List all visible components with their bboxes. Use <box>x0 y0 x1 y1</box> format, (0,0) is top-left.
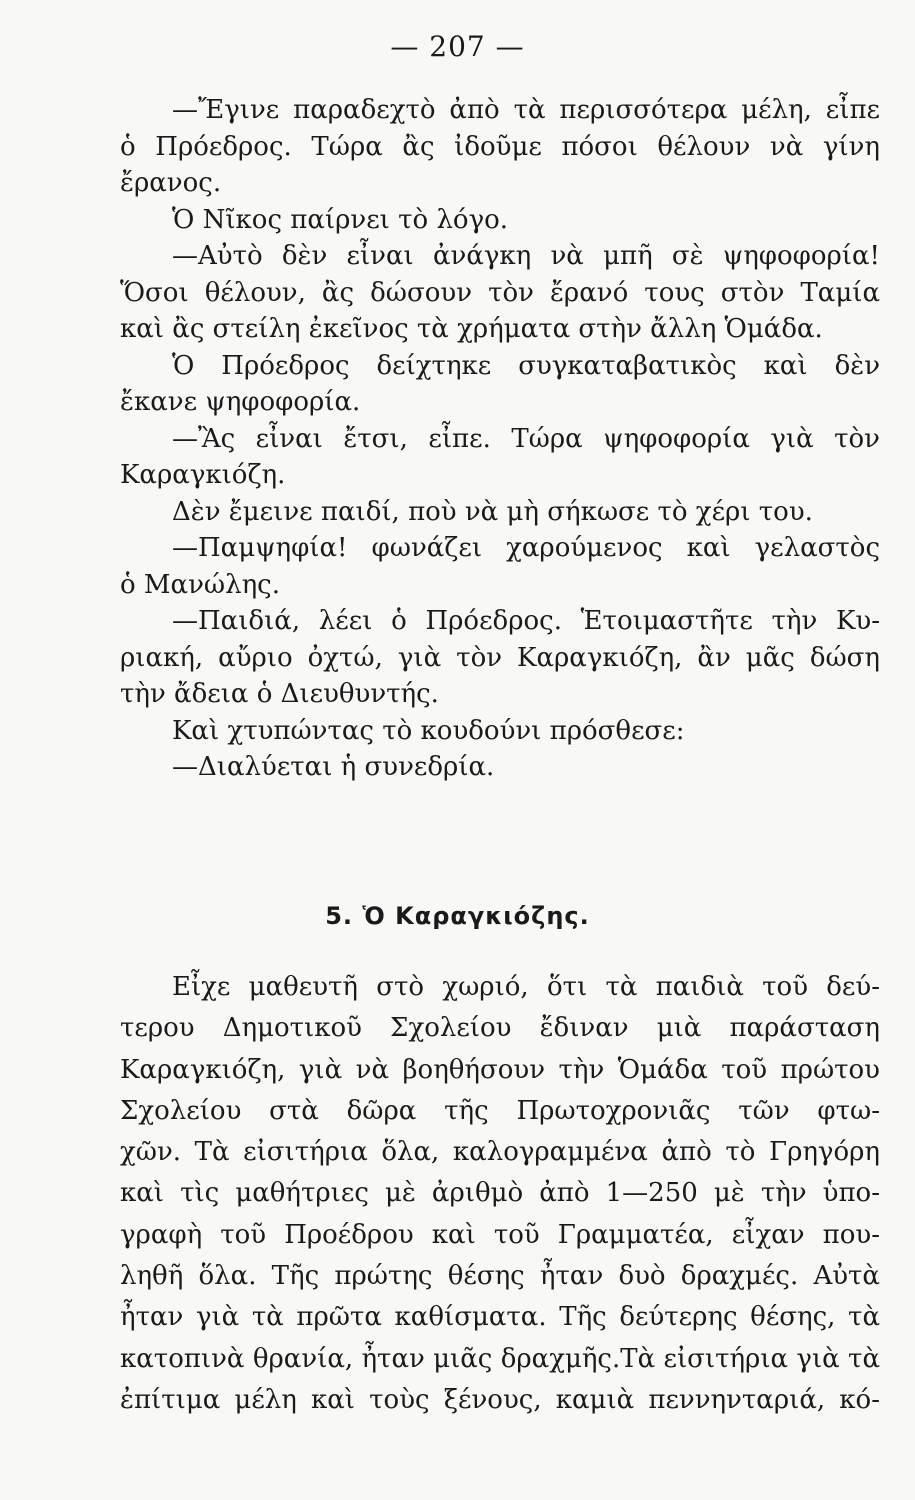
text-line: Καραγκιόζη, γιὰ νὰ βοηθήσουν τὴν Ὁμάδα τοῦ πρώτου <box>120 1054 880 1085</box>
text-line: γραφὴ τοῦ Προέδρου καὶ τοῦ Γραμματέα, εἶχαν που- <box>120 1219 880 1250</box>
text-line: Καὶ χτυπώντας τὸ κουδούνι πρόσθεσε: <box>172 715 685 746</box>
text-line: τὴν ἄδεια ὁ Διευθυντής. <box>120 679 439 709</box>
text-line: καὶ ἂς στείλη ἐκεῖνος τὰ χρήματα στὴν ἄλλη Ὁμάδα. <box>120 314 823 344</box>
text-line: —Διαλύεται ἡ συνεδρία. <box>172 752 495 782</box>
text-line: ριακή, αὔριο ὀχτώ, γιὰ τὸν Καραγκιόζη, ἂν μᾶς δώση <box>120 642 880 673</box>
text-line: Ὁ Πρόεδρος δείχτηκε συγκαταβατικὸς καὶ δὲν <box>172 350 880 381</box>
page-number: — 207 — <box>390 30 525 63</box>
text-block-bottom <box>120 967 880 1421</box>
text-line: —Παμψηφία! φωνάζει χαρούμενος καὶ γελαστὸς <box>172 533 880 563</box>
text-line: κατοπινὰ θρανία, ἦταν μιᾶς δραχμῆς.Τὰ εἰσιτήρια γιὰ τὰ <box>120 1343 880 1374</box>
text-line: Ὅσοι θέλουν, ἂς δώσουν τὸν ἔρανό τους στὸν Ταμία <box>120 277 880 308</box>
text-line: Σχολείου στὰ δῶρα τῆς Πρωτοχρονιᾶς τῶν φτω- <box>120 1095 880 1126</box>
text-line: —Ἂς εἶναι ἔτσι, εἶπε. Τώρα ψηφοφορία γιὰ τὸν <box>172 423 880 454</box>
text-line: ἔρανος. <box>120 168 222 198</box>
text-line: ὁ Πρόεδρος. Τώρα ἂς ἰδοῦμε πόσοι θέλουν νὰ γίνη <box>120 131 880 162</box>
text-line: Καραγκιόζη. <box>120 460 286 490</box>
text-line: Ὁ Νῖκος παίρνει τὸ λόγο. <box>172 204 509 235</box>
section-heading: 5. Ὁ Καραγκιόζης. <box>325 902 590 930</box>
text-line: —Ἔγινε παραδεχτὸ ἀπὸ τὰ περισσότερα μέλη, εἶπε <box>172 95 880 125</box>
text-line: καὶ τὶς μαθήτριες μὲ ἀριθμὸ ἀπὸ 1—250 μὲ τὴν ὑπο- <box>120 1178 880 1209</box>
text-line: χῶν. Τὰ εἰσιτήρια ὅλα, καλογραμμένα ἀπὸ τὸ Γρηγόρη <box>120 1137 880 1168</box>
text-line: ἔκανε ψηφοφορία. <box>120 387 361 417</box>
text-line: τερου Δημοτικοῦ Σχολείου ἔδιναν μιὰ παράσταση <box>120 1013 880 1044</box>
text-line: ἦταν γιὰ τὰ πρῶτα καθίσματα. Τῆς δεύτερης θέσης, τὰ <box>120 1302 880 1333</box>
text-line: —Αὐτὸ δὲν εἶναι ἀνάγκη νὰ μπῆ σὲ ψηφοφορία! <box>172 241 880 271</box>
text-line: ὁ Μανώλης. <box>120 569 280 600</box>
text-line: ληθῆ ὅλα. Τῆς πρώτης θέσης ἦταν δυὸ δραχμές. Αὐτὰ <box>120 1261 880 1292</box>
text-block-top <box>120 92 880 786</box>
text-line: Εἶχε μαθευτῆ στὸ χωριό, ὅτι τὰ παιδιὰ τοῦ δεύ- <box>172 972 880 1002</box>
text-line: Δὲν ἔμεινε παιδί, ποὺ νὰ μὴ σήκωσε τὸ χέρι του. <box>172 496 813 527</box>
text-line: —Παιδιά, λέει ὁ Πρόεδρος. Ἑτοιμαστῆτε τὴν Κυ- <box>172 606 880 636</box>
text-line: ἐπίτιμα μέλη καὶ τοὺς ξένους, καμιὰ πεννηνταριά, κό- <box>120 1384 880 1415</box>
